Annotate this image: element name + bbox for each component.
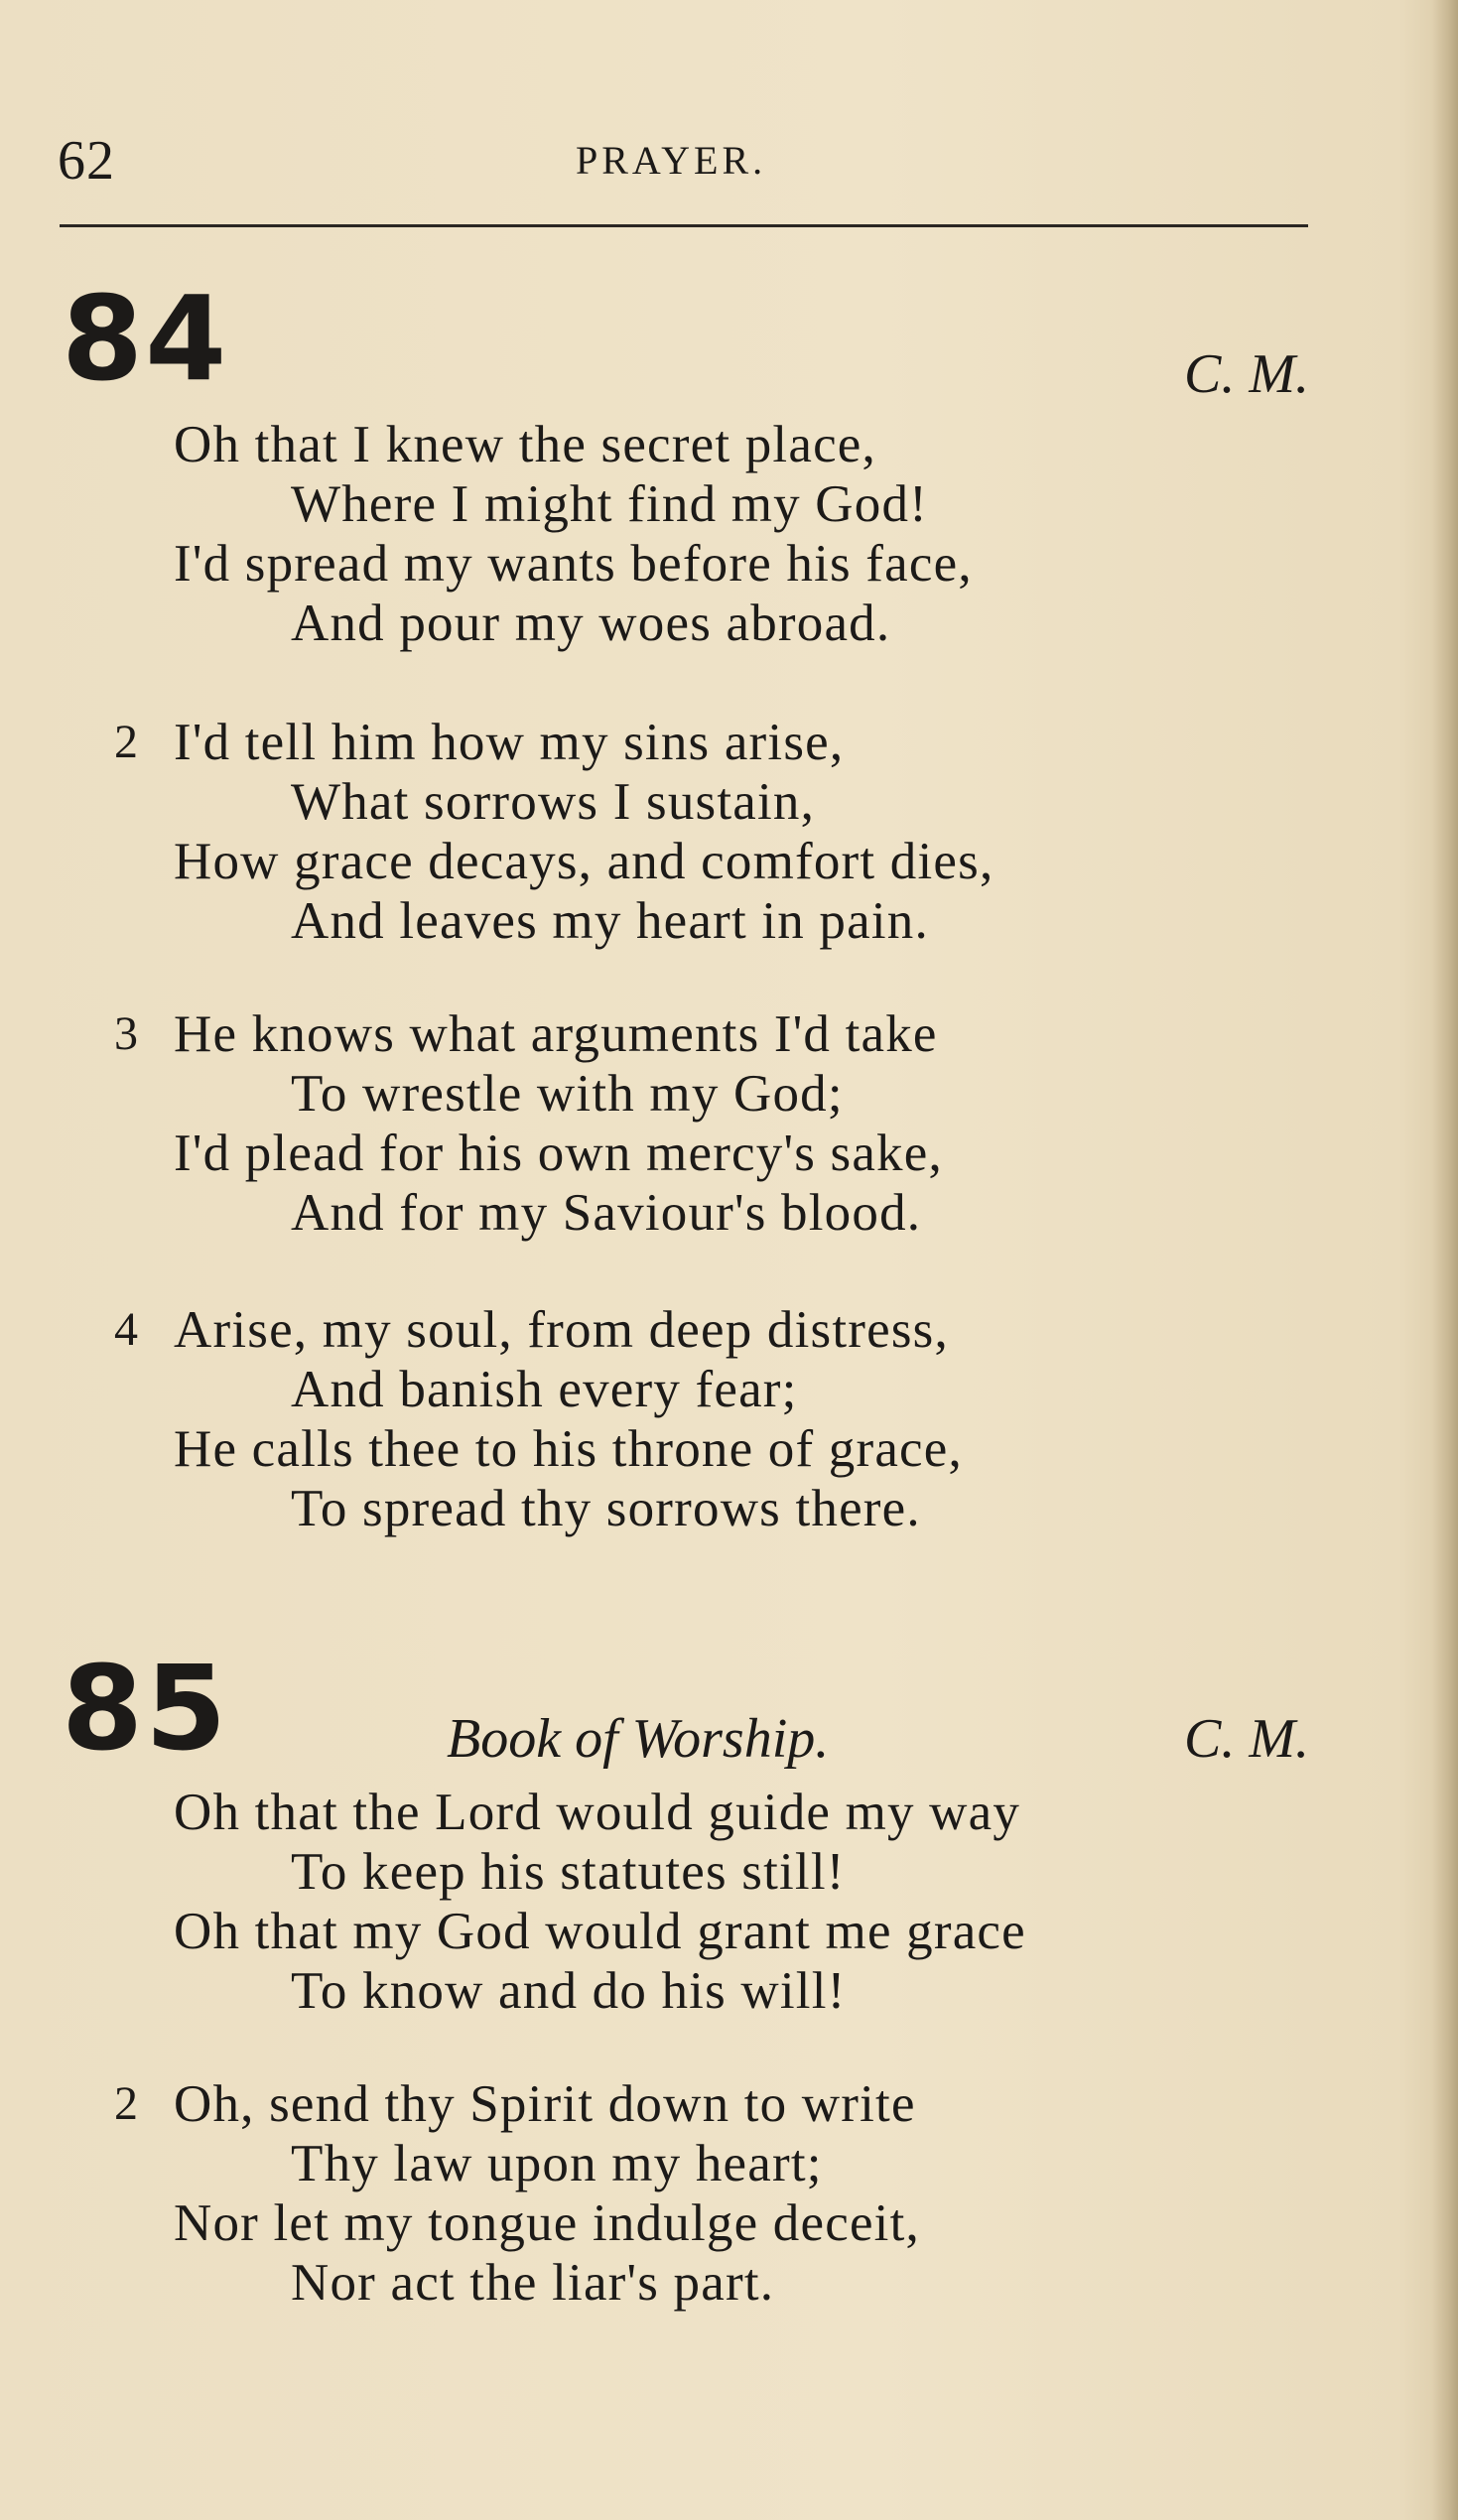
verse-number: 2 <box>114 2077 138 2130</box>
verse-line: And for my Saviour's blood. <box>291 1184 922 1242</box>
running-head <box>0 119 1458 199</box>
verse-line: He knows what arguments I'd take <box>174 1005 938 1063</box>
verse-line: To keep his statutes still! <box>291 1843 846 1901</box>
verse-line: Oh, send thy Spirit down to write <box>174 2075 916 2133</box>
header-rule <box>60 224 1308 227</box>
verse-line: Where I might find my God! <box>291 475 929 533</box>
hymn-meter: C. M. <box>1184 1708 1309 1770</box>
verse-line: I'd tell him how my sins arise, <box>174 714 845 771</box>
verse-line: Oh that the Lord would guide my way <box>174 1784 1021 1841</box>
verse-line: Thy law upon my heart; <box>291 2135 823 2192</box>
page-edge-shadow <box>1432 0 1458 2520</box>
verse-line: To wrestle with my God; <box>291 1065 844 1123</box>
running-title: PRAYER. <box>576 138 767 183</box>
hymn-source: Book of Worship. <box>447 1708 830 1770</box>
verse-line: Oh that my God would grant me grace <box>174 1903 1026 1960</box>
hymn-number: 84 <box>62 270 229 407</box>
verse-line: I'd spread my wants before his face, <box>174 535 973 593</box>
verse-number: 4 <box>114 1303 138 1356</box>
verse-line: Oh that I knew the secret place, <box>174 416 876 473</box>
verse-line: Arise, my soul, from deep distress, <box>174 1301 949 1359</box>
verse-line: And pour my woes abroad. <box>291 595 891 652</box>
hymn-number: 85 <box>62 1640 229 1777</box>
page-number: 62 <box>58 130 115 192</box>
verse-line: How grace decays, and comfort dies, <box>174 833 994 890</box>
verse-number: 2 <box>114 716 138 768</box>
verse-line: What sorrows I sustain, <box>291 773 816 831</box>
verse-line: He calls thee to his throne of grace, <box>174 1420 963 1478</box>
verse-line: And banish every fear; <box>291 1361 798 1418</box>
verse-line: Nor act the liar's part. <box>291 2254 775 2312</box>
verse-line: And leaves my heart in pain. <box>291 892 929 950</box>
verse-number: 3 <box>114 1007 138 1060</box>
hymn-meter: C. M. <box>1184 343 1309 405</box>
verse-line: Nor let my tongue indulge deceit, <box>174 2194 920 2252</box>
verse-line: To know and do his will! <box>291 1962 847 2020</box>
verse-line: I'd plead for his own mercy's sake, <box>174 1125 943 1182</box>
verse-line: To spread thy sorrows there. <box>291 1480 921 1537</box>
